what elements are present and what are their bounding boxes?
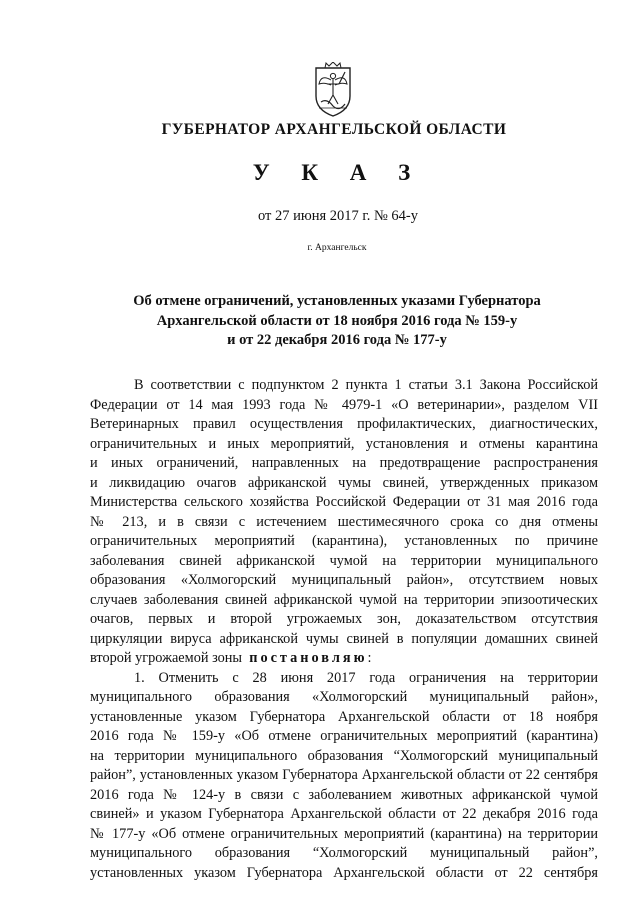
document-title	[0, 292, 640, 351]
body-line: и иных ограничений, направленных на предотвращение распространения	[90, 455, 598, 471]
point1-line: на территории муниципального образования “Холмогорский муниципальный	[90, 747, 598, 764]
body-line: очагов, первых и второй угрожаемых зон, доказательством отсутствия	[90, 611, 598, 627]
arkhangelsk-coat-of-arms-icon	[313, 62, 353, 118]
body-line: случаев заболевания свиней африканской чумой на территории эпизоотических	[90, 591, 598, 608]
title-line: Об отмене ограничений, установленных указами Губернатора	[133, 293, 541, 309]
point1-line: № 177-у «Об отмене ограничительных мероприятий (карантина) на территории	[90, 825, 598, 842]
body-line: Федерации от 14 мая 1993 года № 4979-1 «О ветеринарии», разделом VII	[90, 396, 598, 413]
decree-word: постановляю	[249, 650, 368, 666]
body-line: заболевания свиней африканской чумой на территории муниципального	[90, 552, 598, 569]
decree-body	[90, 376, 598, 883]
point1-line: установленных указом Губернатора Архангельской области от 22 сентября	[90, 864, 598, 881]
point1-line: свиней» и указом Губернатора Архангельской области от 22 декабря 2016 года	[90, 806, 598, 822]
body-line: Министерства сельского хозяйства Российской Федерации от 31 мая 2016 года	[90, 494, 598, 510]
point1-line: муниципального образования “Холмогорский муниципальный район”,	[90, 845, 598, 861]
point1-line: 1. Отменить с 28 июня 2017 года ограничения на территории	[134, 669, 598, 686]
point1-line: район”, установленных указом Губернатора Архангельской области от 22 сентября	[90, 767, 598, 783]
issuing-authority: ГУБЕРНАТОР АРХАНГЕЛЬСКОЙ ОБЛАСТИ	[161, 121, 507, 138]
body-line: циркуляции вируса африканской чумы свиней в популяции домашних свиней	[90, 630, 598, 647]
body-line: Ветеринарных правил осуществления профилактических, диагностических,	[90, 416, 598, 432]
point1-line: 2016 года № 159-у «Об отмене ограничительных мероприятий (карантина)	[90, 728, 598, 744]
document-date: от 27 июня 2017 г. № 64-у	[257, 208, 419, 224]
point1-line: муниципального образования «Холмогорский муниципальный район»,	[90, 689, 598, 705]
decree-line-suffix: :	[367, 650, 372, 666]
document-city: г. Архангельск	[307, 243, 367, 253]
body-line: образования «Холмогорский муниципальный район», отсутствием новых	[90, 572, 598, 588]
title-line: и от 22 декабря 2016 года № 177-у	[227, 332, 447, 348]
title-line: Архангельской области от 18 ноября 2016 года № 159-у	[156, 312, 518, 329]
body-line: ограничительных мероприятий (карантина), установленных по причине	[90, 533, 598, 549]
body-line: ограничительных и иных мероприятий, установления и отмены карантина	[90, 435, 598, 452]
point1-line: установленные указом Губернатора Архангельской области от 18 ноября	[90, 708, 598, 725]
document-type: У К А З	[252, 160, 424, 185]
body-line: № 213, и в связи с истечением шестимесячного срока со дня отмены	[90, 513, 598, 530]
body-line: и ликвидацию очагов африканской чумы свиней, утвержденных приказом	[90, 474, 598, 491]
decree-line	[90, 649, 598, 669]
decree-line-prefix: второй угрожаемой зоны	[90, 650, 243, 666]
body-line: В соответствии с подпунктом 2 пункта 1 статьи 3.1 Закона Российской	[134, 377, 598, 393]
point1-line: 2016 года № 124-у в связи с заболеванием животных африканской чумой	[90, 786, 598, 803]
